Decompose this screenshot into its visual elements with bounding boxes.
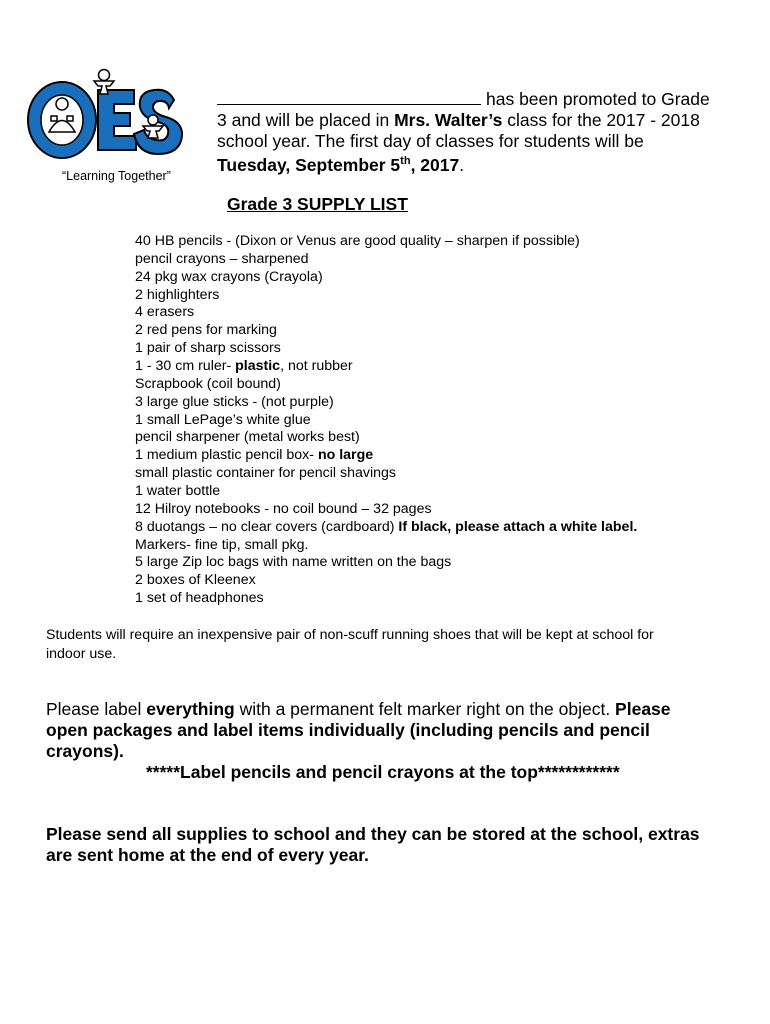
supply-item: 12 Hilroy notebooks - no coil bound – 32 pages <box>135 500 432 517</box>
label-top-reminder: *****Label pencils and pencil crayons at the top************ <box>146 762 620 782</box>
supply-item: 3 large glue sticks - (not purple) <box>135 393 334 410</box>
supply-item: 1 pair of sharp scissors <box>135 340 281 357</box>
logo-tagline: “Learning Together” <box>62 169 171 183</box>
supply-list-title: Grade 3 SUPPLY LIST <box>227 194 408 214</box>
supply-item: 1 water bottle <box>135 483 221 500</box>
supply-item: Markers- fine tip, small pkg. <box>135 536 309 553</box>
school-logo <box>22 62 202 192</box>
supply-item: small plastic container for pencil shavings <box>135 465 397 482</box>
shoes-note: Students will require an inexpensive pair of non-scuff running shoes that will be kept at school for indoor use. <box>46 627 654 662</box>
supply-item: Scrapbook (coil bound) <box>135 375 281 392</box>
supply-item: 8 duotangs – no clear covers (cardboard) If black, please attach a white label. <box>135 518 638 535</box>
supply-item: pencil crayons – sharpened <box>135 250 309 267</box>
supply-item: 4 erasers <box>135 304 195 321</box>
supply-item: 2 red pens for marking <box>135 322 277 339</box>
supply-list <box>135 233 637 608</box>
first-day-date: Tuesday, September 5th, 2017. <box>217 155 465 176</box>
supply-item: 1 - 30 cm ruler- plastic, not rubber <box>135 358 353 375</box>
supply-item: 24 pkg wax crayons (Crayola) <box>135 268 323 285</box>
supply-item: 2 boxes of Kleenex <box>135 572 256 589</box>
supply-item: 1 set of headphones <box>135 590 264 607</box>
supply-item: 1 small LePage’s white glue <box>135 411 311 428</box>
supply-item: 5 large Zip loc bags with name written on the bags <box>135 554 452 571</box>
supply-item: 40 HB pencils - (Dixon or Venus are good quality – sharpen if possible) <box>135 233 580 249</box>
supply-item: 1 medium plastic pencil box- no large <box>135 447 374 464</box>
student-name-blank <box>217 89 481 105</box>
supply-item: pencil sharpener (metal works best) <box>135 429 360 446</box>
teacher-name: Mrs. Walter’s <box>394 109 503 130</box>
supply-item: 2 highlighters <box>135 286 220 303</box>
